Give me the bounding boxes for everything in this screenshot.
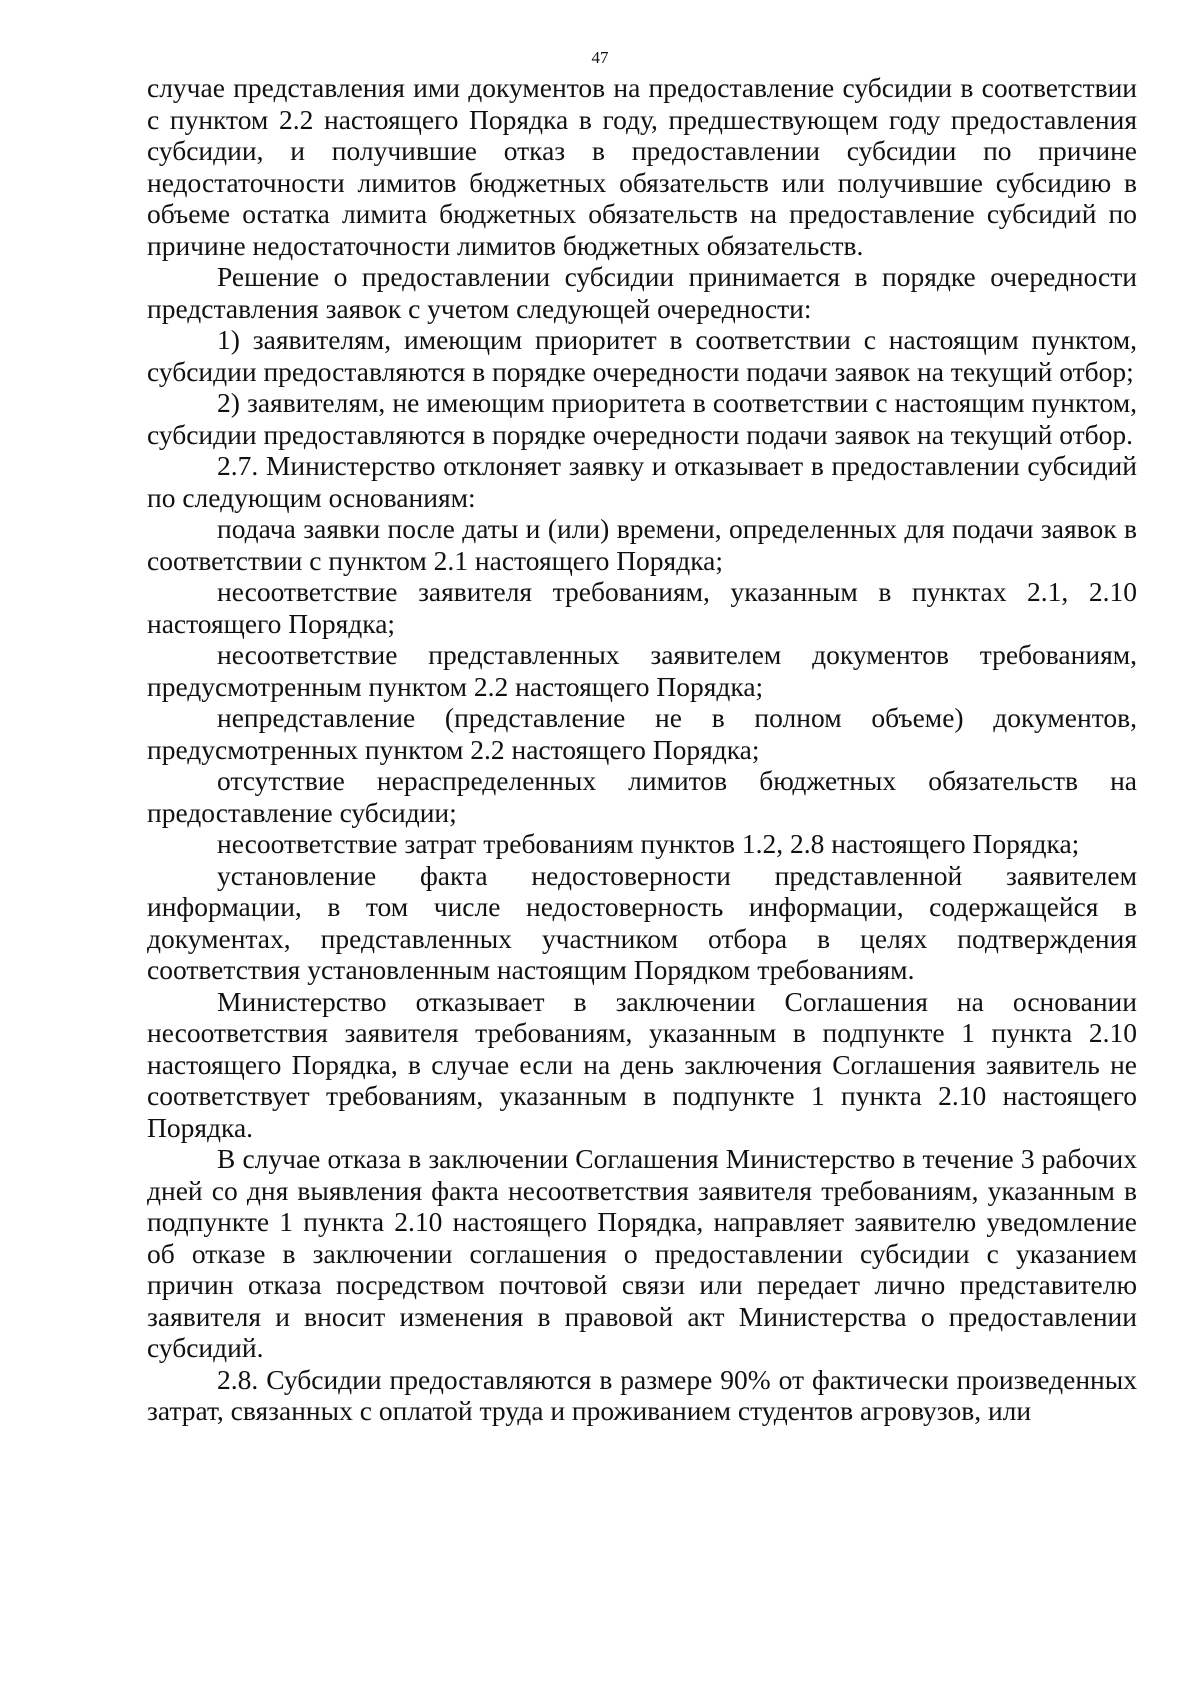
list-item-priority-2: 2) заявителям, не имеющим приоритета в соответствии с настоящим пунктом, субсидии предоставляются в порядке очередности подачи заявок на текущий отбор. [147, 387, 1137, 450]
paragraph-decision-order: Решение о предоставлении субсидии принимается в порядке очередности представления заявок с учетом следующей очередности: [147, 261, 1137, 324]
rejection-ground-late-submission: подача заявки после даты и (или) времени, определенных для подачи заявок в соответствии с пунктом 2.1 настоящего Порядка; [147, 513, 1137, 576]
rejection-ground-missing-documents: непредставление (представление не в полном объеме) документов, предусмотренных пунктом 2.2 настоящего Порядка; [147, 702, 1137, 765]
rejection-ground-cost-requirements: несоответствие затрат требованиям пунктов 1.2, 2.8 настоящего Порядка; [217, 828, 1080, 859]
rejection-ground-document-requirements: несоответствие представленных заявителем документов требованиям, предусмотренным пунктом 2.2 настоящего Порядка; [147, 639, 1137, 702]
agreement-refusal-paragraph: Министерство отказывает в заключении Соглашения на основании несоответствия заявителя требованиям, указанным в подпункте 1 пункта 2.10 настоящего Порядка, в случае если на день заключения Соглашения заявитель не соответствует требованиям, указанным в подпункте 1 пункта 2.10 настоящего Порядка. [147, 985, 1137, 1143]
document-body [147, 72, 1137, 1427]
rejection-ground-applicant-requirements: несоответствие заявителя требованиям, указанным в пунктах 2.1, 2.10 настоящего Порядка; [147, 576, 1137, 639]
section-2-7-heading: 2.7. Министерство отклоняет заявку и отказывает в предоставлении субсидий по следующим основаниям: [147, 450, 1137, 513]
rejection-ground-budget-limits: отсутствие нераспределенных лимитов бюджетных обязательств на предоставление субсидии; [147, 765, 1137, 828]
refusal-notification-paragraph: В случае отказа в заключении Соглашения Министерство в течение 3 рабочих дней со дня выявления факта несоответствия заявителя требованиям, указанным в подпункте 1 пункта 2.10 настоящего Порядка, направляет заявителю уведомление об отказе в заключении соглашения о предоставлении субсидии с указанием причин отказа посредством почтовой связи или передает лично представителю заявителя и вносит изменения в правовой акт Министерства о предоставлении субсидий. [147, 1143, 1137, 1363]
list-item-priority-1: 1) заявителям, имеющим приоритет в соответствии с настоящим пунктом, субсидии предоставляются в порядке очередности подачи заявок на текущий отбор; [147, 324, 1137, 387]
paragraph-continuation: случае представления ими документов на предоставление субсидии в соответствии с пунктом 2.2 настоящего Порядка в году, предшествующем году предоставления субсидии, и получившие отказ в предоставлении субсидии по причине недостаточности лимитов бюджетных обязательств или получившие субсидию в объеме остатка лимита бюджетных обязательств на предоставление субсидий по причине недостаточности лимитов бюджетных обязательств. [147, 72, 1137, 261]
page-number: 47 [591, 48, 609, 67]
rejection-ground-unreliable-information: установление факта недостоверности представленной заявителем информации, в том числе недостоверность информации, содержащейся в документах, представленных участником отбора в целях подтверждения соответствия установленным настоящим Порядком требованиям. [147, 859, 1137, 985]
section-2-8-paragraph: 2.8. Субсидии предоставляются в размере 90% от фактически произведенных затрат, связанных с оплатой труда и проживанием студентов агровузов, или [147, 1363, 1137, 1426]
